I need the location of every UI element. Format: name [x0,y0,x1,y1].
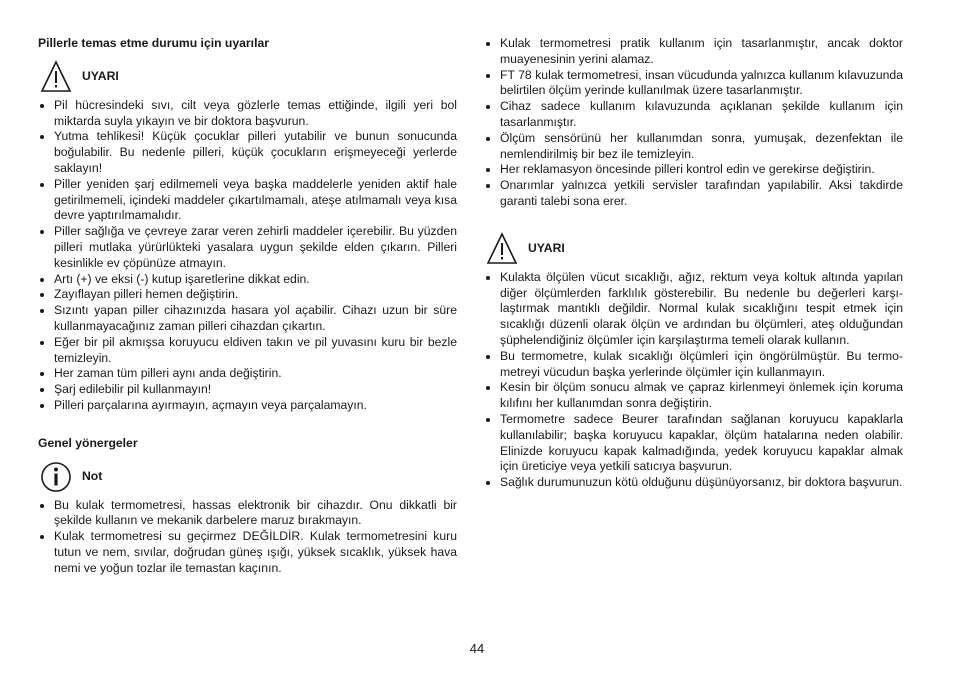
section-heading-battery-warnings: Pillerle temas etme durumu için uyarılar [38,36,269,50]
list-item: Cihaz sadece kullanım kılavuzunda açıklanan şekilde kullanım için tasarlanmıştır. [484,99,903,131]
list-item: Şarj edilebilir pil kullanmayın! [38,382,457,398]
list-item: Ölçüm sensörünü her kullanımdan sonra, yumuşak, dezenfektan ile nemlendirilmiş bir bez ile temizleyin. [484,131,903,163]
list-item: Piller yeniden şarj edilmemeli veya başka maddelerle yeniden aktif hale getirilmemeli, içindeki maddeler çıkartılmamalı, ateşe atılmamalı veya kısa devre yaptırılmamalıdır. [38,177,457,224]
list-item: Yutma tehlikesi! Küçük çocuklar pilleri yutabilir ve bunun sonucunda boğulabilir. Bu nedenle pilleri, küçük çocukların erişmeyeceği yerlerde saklayın! [38,129,457,176]
list-item: Kulak termometresi su geçirmez DEĞİLDİR. Kulak termometresini kuru tutun ve nem, sıvılar, doğrudan güneş ışığı, yüksek sıcaklık, yüksek hava nemi ve yoğun tozlar ile temastan kaçının. [38,529,457,576]
list-item: FT 78 kulak termometresi, insan vücudunda yalnızca kullanım kılavuzunda belirtilen ölçüm yerinde kullanılmak üzere tasarlanmıştır. [484,68,903,100]
warning-notice [38,60,457,94]
list-item: Bu kulak termometresi, hassas elektronik bir cihazdır. Onu dikkatli bir şekilde kullanın ve mekanik darbelere maruz bırakmayın. [38,498,457,530]
section-spacer [38,414,457,436]
info-circle-icon [40,460,72,494]
note-label: Not [82,468,103,483]
usage-guidelines-list [484,36,903,210]
list-item: Pil hücresindeki sıvı, cilt veya gözlerle temas ettiğinde, ilgili yeri bol miktarda suyla yıkayın ve bir doktora başvurun. [38,98,457,130]
list-item: Her reklamasyon öncesinde pilleri kontrol edin ve gerekirse değiştirin. [484,162,903,178]
page-number: 44 [469,641,485,656]
list-item: Termometre sadece Beurer tarafından sağlanan koruyucu kapaklarla kullanılabilir; başka koruyucu kapaklar, ölçüm hatalarına neden olabilir. Elinizde koruyucu kapak kalmadığında, yedek koruyucu kapaklar almak için üreticiye veya yetkili satıcıya başvurun. [484,412,903,475]
list-item: Sağlık durumunuzun kötü olduğunu düşünüyorsanız, bir doktora başvurun. [484,475,903,491]
info-notice [38,460,457,494]
list-item: Pilleri parçalarına ayırmayın, açmayın veya parçalamayın. [38,398,457,414]
list-item: Artı (+) ve eksi (-) kutup işaretlerine dikkat edin. [38,272,457,288]
battery-warning-list [38,98,457,414]
list-item: Piller sağlığa ve çevreye zarar veren zehirli maddeler içerebilir. Bu yüzden pilleri mutlaka yürürlükteki yasalara uygun şekilde elden çıkarın. Pilleri kesinlikle ev çöpünüze atmayın. [38,224,457,271]
warning-notice [484,232,903,266]
list-item: Sızıntı yapan piller cihazınızda hasara yol açabilir. Cihazı uzun bir süre kullanmayacağınız zaman pilleri cihazdan çıkartın. [38,303,457,335]
list-item: Eğer bir pil akmışsa koruyucu eldiven takın ve pil yuvasını kuru bir bezle temizleyin. [38,335,457,367]
list-item: Bu termometre, kulak sıcaklığı ölçümleri için öngörülmüştür. Bu termometreyi vücudun başka yerlerinde ölçümler için kullanmayın. [484,349,903,381]
left-column [38,36,457,577]
section-spacer [484,210,903,224]
measurement-warning-list [484,270,903,491]
list-item: Zayıflayan pilleri hemen değiştirin. [38,287,457,303]
right-column [484,36,903,491]
list-item: Kesin bir ölçüm sonucu almak ve çapraz kirlenmeyi önlemek için koruma kılıfını her kullanımdan sonra değiştirin. [484,380,903,412]
warning-triangle-icon [486,232,518,266]
warning-label: UYARI [528,240,565,255]
list-item: Her zaman tüm pilleri aynı anda değiştirin. [38,366,457,382]
general-guidelines-list [38,498,457,577]
warning-label: UYARI [82,68,119,83]
list-item: Onarımlar yalnızca yetkili servisler tarafından yapılabilir. Aksi takdirde garanti talebi sona erer. [484,178,903,210]
list-item: Kulak termometresi pratik kullanım için tasarlanmıştır, ancak doktor muayenesinin yerini alamaz. [484,36,903,68]
warning-triangle-icon [40,60,72,94]
section-heading-general-guidelines: Genel yönergeler [38,435,138,450]
list-item: Kulakta ölçülen vücut sıcaklığı, ağız, rektum veya koltuk altında yapılan diğer ölçümlerden farklılık gösterebilir. Bu nedenle bu değerleri karşılaştırmak mantıklı değildir. Normal kulak sıcaklığını tespit etmek için sıcaklığı düzenli olarak ölçün ve ardından bu ölçümleri, ateş olduğundan şüphelendiğiniz ölçümler için karşılaştırma temeli olarak kullanın. [484,270,903,349]
